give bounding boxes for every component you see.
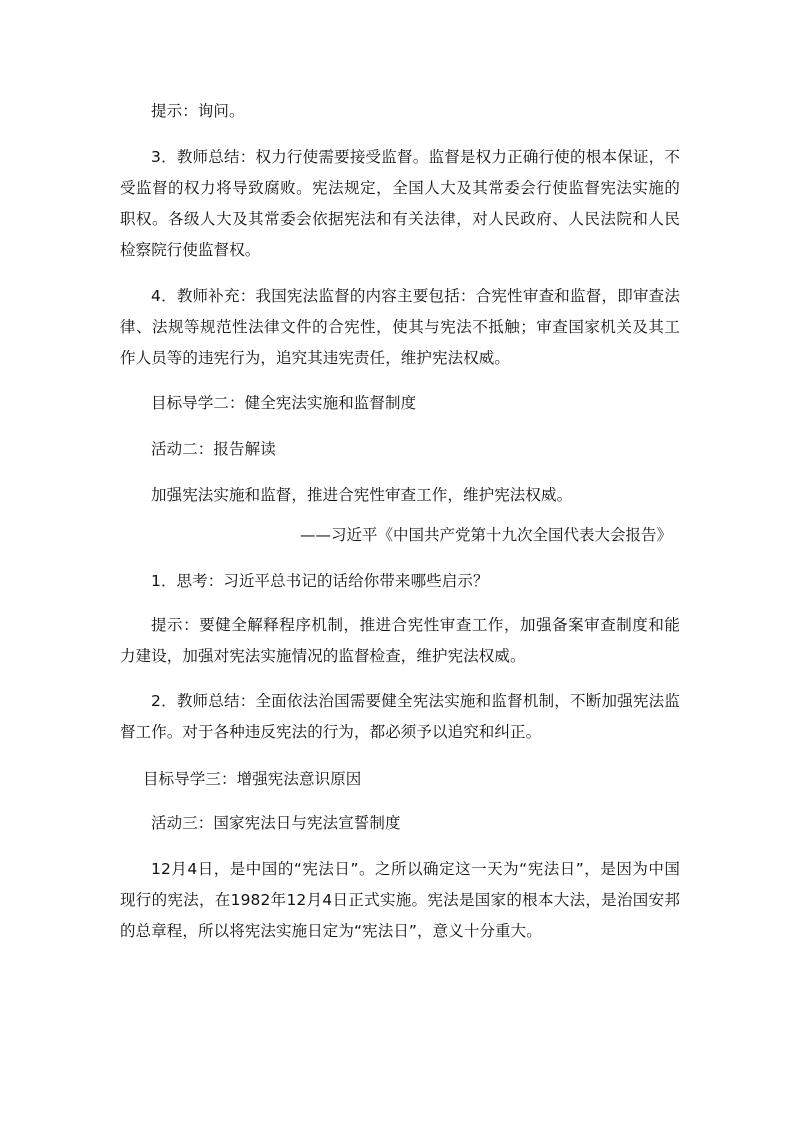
activity-two-title: 活动二：报告解读 bbox=[151, 440, 276, 458]
teacher-summary-supervision: 3．教师总结：权力行使需要接受监督。监督是权力正确行使的根本保证，不受监督的权力将导致腐败。宪法规定，全国人大及其常委会行使监督宪法实施的职权。各级人大及其常委会依据宪法和有关法律，对人民政府、人民法院和人民检察院行使监督权。 bbox=[120, 148, 680, 259]
section-heading-goal-two: 目标导学二：健全宪法实施和监督制度 bbox=[151, 394, 417, 412]
report-quote: 加强宪法实施和监督，推进合宪性审查工作，维护宪法权威。 bbox=[151, 486, 573, 504]
quote-source: ——习近平《中国共产党第十九次全国代表大会报告》 bbox=[299, 526, 672, 544]
activity-three-title: 活动三：国家宪法日与宪法宣誓制度 bbox=[151, 814, 401, 832]
section-heading-goal-three: 目标导学三：增强宪法意识原因 bbox=[143, 770, 362, 788]
hint-improve-mechanism: 提示：要健全解释程序机制，推进合宪性审查工作，加强备案审查制度和能力建设，加强对宪法实施情况的监督检查，维护宪法权威。 bbox=[120, 616, 680, 665]
hint-inquiry: 提示：询问。 bbox=[151, 102, 245, 120]
teacher-summary-rule-of-law: 2．教师总结：全面依法治国需要健全宪法实施和监督机制，不断加强宪法监督工作。对于各种违反宪法的行为，都必须予以追究和纠正。 bbox=[120, 692, 680, 741]
think-question-one: 1．思考：习近平总书记的话给你带来哪些启示？ bbox=[151, 572, 489, 590]
teacher-supplement-constitution-supervision: 4．教师补充：我国宪法监督的内容主要包括：合宪性审查和监督，即审查法律、法规等规范性法律文件的合宪性，使其与宪法不抵触；审查国家机关及其工作人员等的违宪行为，追究其违宪责任，维护宪法权威。 bbox=[120, 287, 680, 367]
constitution-day-paragraph: 12月4日，是中国的“宪法日”。之所以确定这一天为“宪法日”，是因为中国现行的宪法，在1982年12月4日正式实施。宪法是国家的根本大法，是治国安邦的总章程，所以将宪法实施日定为“宪法日”，意义十分重大。 bbox=[120, 860, 680, 940]
